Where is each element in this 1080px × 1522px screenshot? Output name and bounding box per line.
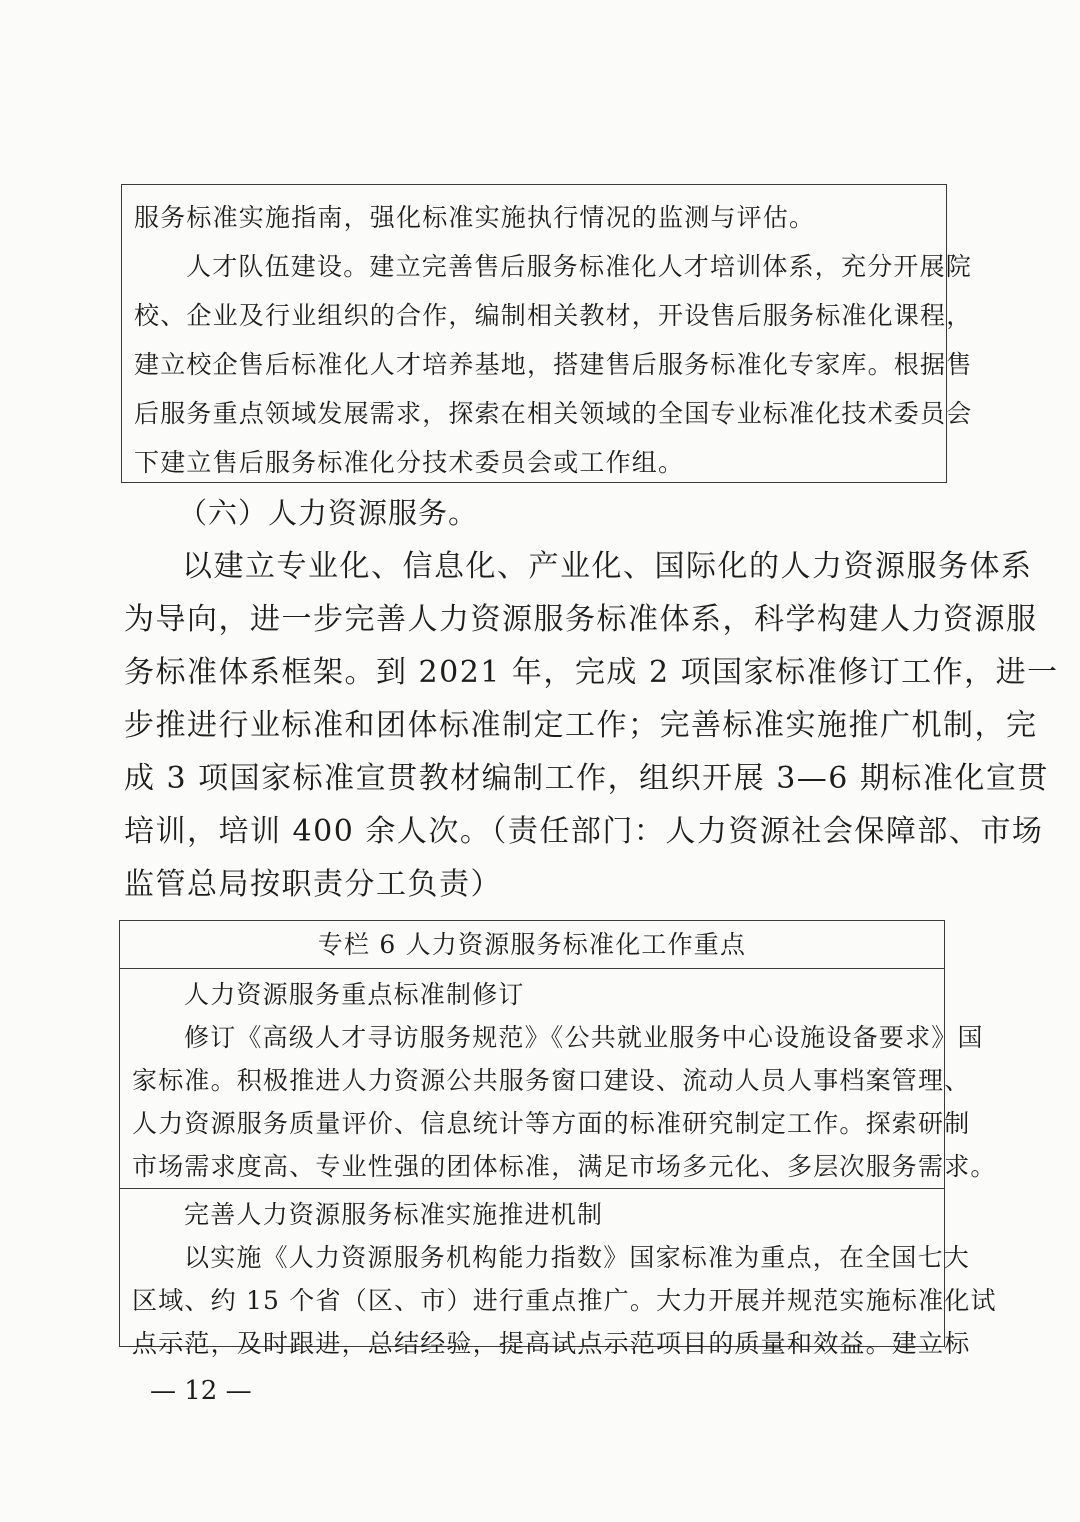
top-box-line: 服务标准实施指南，强化标准实施执行情况的监测与评估。 — [134, 203, 816, 232]
top-text-box — [121, 184, 973, 483]
top-box-line: 后服务重点领域发展需求，探索在相关领域的全国专业标准化技术委员会 — [134, 399, 973, 428]
top-box-line: 建立校企售后标准化人才培养基地，搭建售后服务标准化专家库。根据售 — [134, 350, 973, 379]
column-box — [119, 920, 997, 1358]
column-section-line: 修订《高级人才寻访服务规范》《公共就业服务中心设施设备要求》国 — [184, 1023, 984, 1052]
body-line: 培训，培训 400 余人次。（责任部门：人力资源社会保障部、市场 — [124, 814, 1044, 849]
body-paragraph — [124, 540, 1059, 911]
top-box-line: 校、企业及行业组织的合作，编制相关教材，开设售后服务标准化课程， — [134, 301, 973, 330]
column-section — [120, 969, 997, 1188]
column-section-line: 人力资源服务质量评价、信息统计等方面的标准研究制定工作。探索研制 — [132, 1109, 971, 1138]
column-section-line: 市场需求度高、专业性强的团体标准，满足市场多元化、多层次服务需求。 — [132, 1152, 997, 1181]
section-heading: （六）人力资源服务。 — [178, 496, 479, 530]
column-section-line: 家标准。积极推进人力资源公共服务窗口建设、流动人员人事档案管理、 — [132, 1066, 971, 1095]
body-line: 为导向，进一步完善人力资源服务标准体系，科学构建人力资源服 — [124, 602, 1038, 637]
body-line: 成 3 项国家标准宣贯教材编制工作，组织开展 3—6 期标准化宣贯 — [124, 761, 1049, 796]
body-line: 务标准体系框架。到 2021 年，完成 2 项国家标准修订工作，进一 — [124, 655, 1059, 690]
column-section-heading: 人力资源服务重点标准制修订 — [184, 980, 525, 1009]
top-box-line: 人才队伍建设。建立完善售后服务标准化人才培训体系，充分开展院 — [186, 252, 973, 281]
column-section-line: 区域、约 15 个省（区、市）进行重点推广。大力开展并规范实施标准化试 — [132, 1286, 997, 1315]
column-section-line: 点示范，及时跟进，总结经验，提高试点示范项目的质量和效益。建立标 — [132, 1329, 971, 1358]
body-line: 步推进行业标准和团体标准制定工作；完善标准实施推广机制，完 — [124, 708, 1038, 743]
body-line: 监管总局按职责分工负责） — [124, 867, 502, 902]
page-number: — 12 — — [150, 1376, 252, 1406]
column-box-title: 专栏 6 人力资源服务标准化工作重点 — [120, 921, 944, 969]
column-section — [120, 1188, 997, 1365]
column-section-line: 以实施《人力资源服务机构能力指数》国家标准为重点，在全国七大 — [184, 1243, 971, 1272]
top-box-line: 下建立售后服务标准化分技术委员会或工作组。 — [134, 448, 685, 477]
column-section-heading: 完善人力资源服务标准实施推进机制 — [184, 1200, 604, 1229]
body-line: 以建立专业化、信息化、产业化、国际化的人力资源服务体系 — [182, 549, 1033, 584]
